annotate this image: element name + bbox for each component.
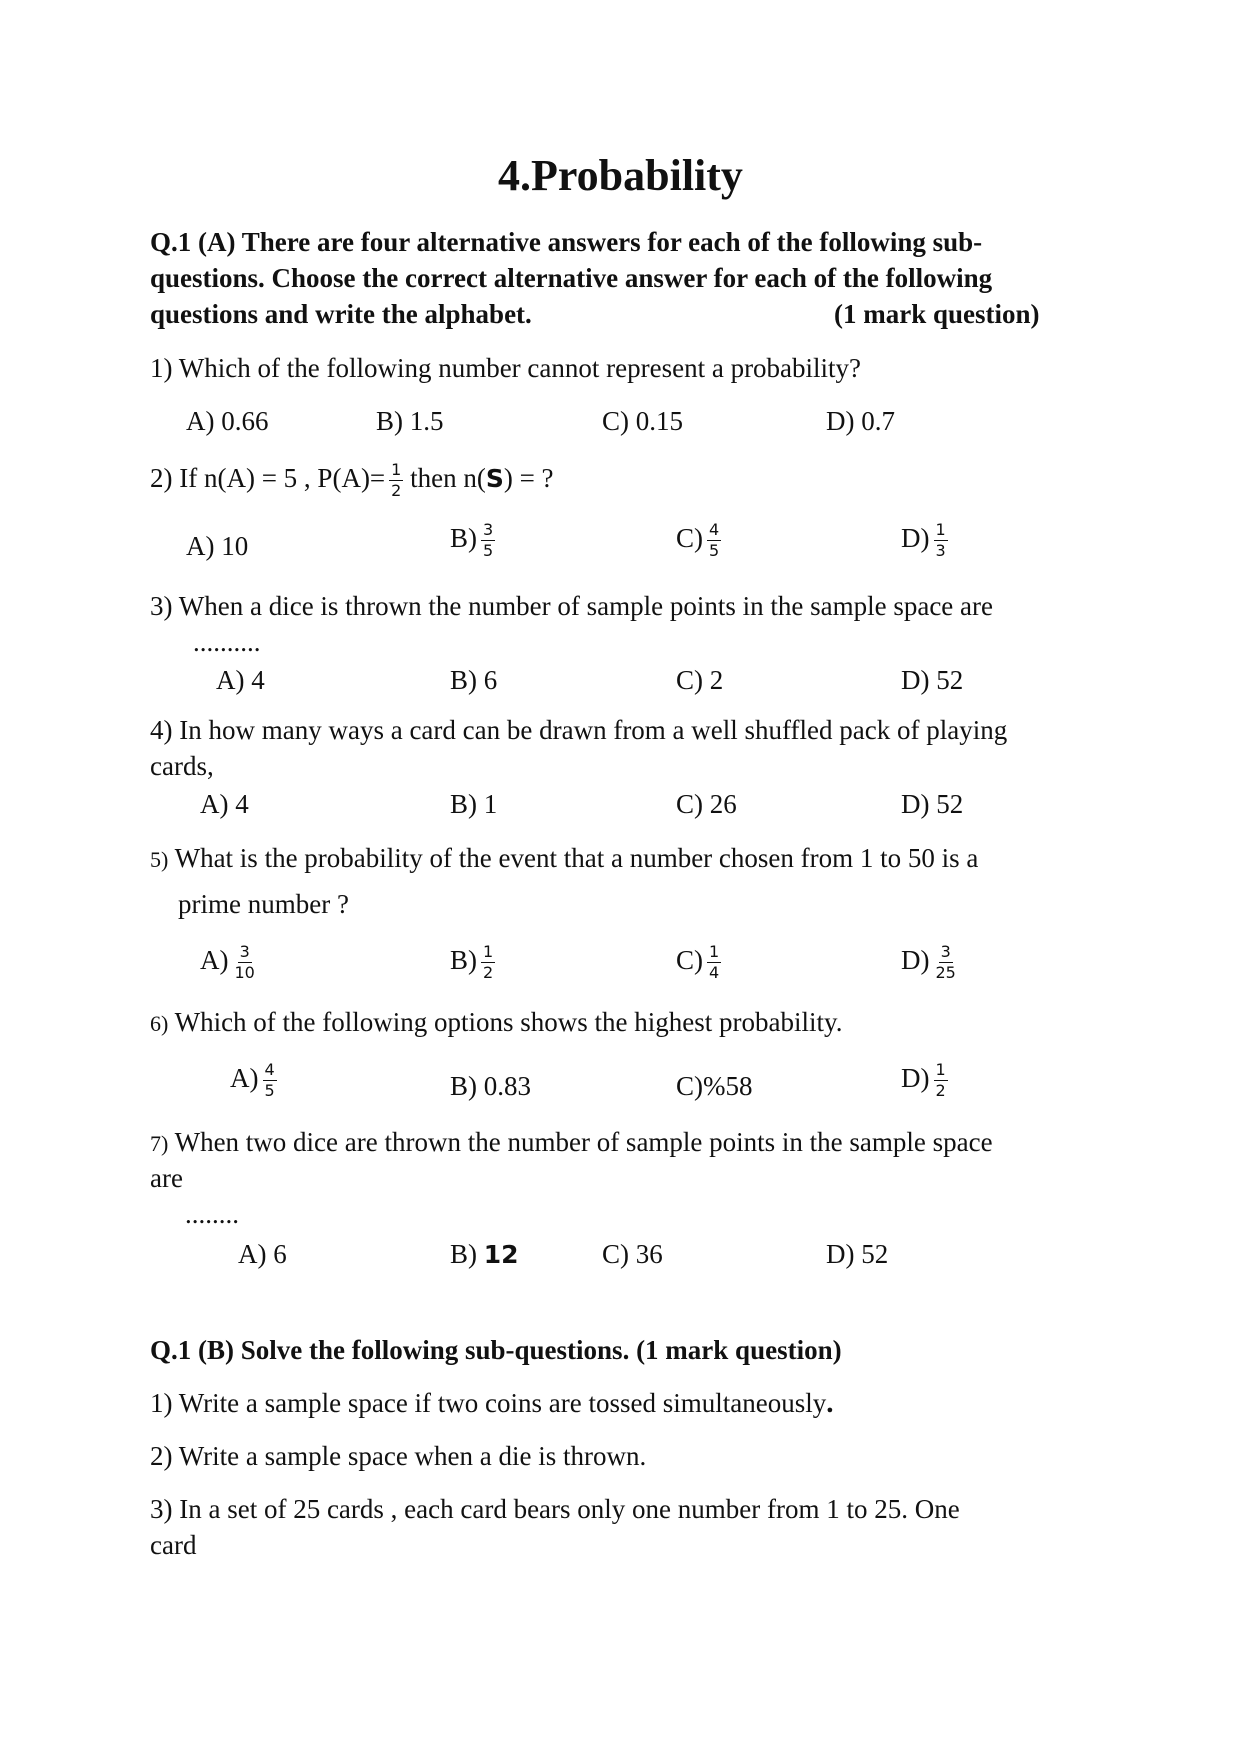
q5-option-b: B) $\frac{1}{2}$ (450, 942, 494, 983)
q7-option-c: C) 36 (602, 1239, 663, 1269)
q2-option-b: B) $\frac{3}{5}$ (450, 520, 494, 561)
question-7-line2: are (150, 1163, 183, 1193)
q4-option-b: B) 1 (450, 789, 498, 819)
question-1-text: 1) Which of the following number cannot represent a probability? (150, 353, 862, 383)
q2-option-c: C) $\frac{4}{5}$ (676, 520, 720, 561)
q2-bold-s: S (485, 464, 504, 493)
question-4-line1: 4) In how many ways a card can be drawn from a well shuffled pack of playing (150, 715, 1008, 745)
q2-suffix: ) = ? (503, 463, 554, 493)
section-a-heading-line3: questions and write the alphabet. (150, 299, 532, 329)
q1-option-b: B) 1.5 (376, 406, 444, 436)
section-b-heading: Q.1 (B) Solve the following sub-questions. (1 mark question) (150, 1335, 842, 1365)
q7-option-b: B) 12 (450, 1239, 519, 1269)
question-2-text (150, 460, 554, 500)
q4-option-d: D) 52 (901, 789, 964, 819)
q6-option-a: A) $\frac{4}{5}$ (230, 1060, 275, 1101)
question-5-line2: prime number ? (178, 889, 349, 919)
q6-option-b: B) 0.83 (450, 1071, 531, 1101)
q7-number: 7) (150, 1131, 169, 1156)
q5-option-d: D) $\frac{3}{25}$ (901, 942, 956, 983)
q5-line1-text: What is the probability of the event that a number chosen from 1 to 50 is a (168, 843, 979, 873)
section-a-heading-line1: Q.1 (A) There are four alternative answers for each of the following sub- (150, 227, 983, 257)
q2-frac-num: 1 (391, 460, 402, 480)
q3-dots: .......... (193, 627, 261, 657)
q3-option-c: C) 2 (676, 665, 724, 695)
question-5-line1 (150, 840, 978, 878)
question-4-line2: cards, (150, 751, 214, 781)
q3-option-a: A) 4 (216, 665, 265, 695)
q5-number: 5) (150, 847, 169, 872)
question-6-text (150, 1004, 843, 1042)
q7-option-a: A) 6 (238, 1239, 287, 1269)
q2-fraction (389, 461, 403, 500)
q6-option-d: D) $\frac{1}{2}$ (901, 1060, 946, 1101)
question-7-line1 (150, 1124, 993, 1162)
section-a-heading-line2: questions. Choose the correct alternative answer for each of the following (150, 263, 993, 293)
q1-option-d: D) 0.7 (826, 406, 895, 436)
q6-number: 6) (150, 1011, 169, 1036)
q2-option-a: A) 10 (186, 531, 249, 561)
section-b-question-3-line1: 3) In a set of 25 cards , each card bears only one number from 1 to 25. One (150, 1494, 960, 1524)
q7-line1-text: When two dice are thrown the number of sample points in the sample space (168, 1127, 993, 1157)
q2-option-d: D) $\frac{1}{3}$ (901, 520, 946, 561)
q7-dots: ........ (185, 1199, 239, 1229)
q2-middle: then n( (403, 463, 486, 493)
q1-option-c: C) 0.15 (602, 406, 683, 436)
q2-frac-den: 2 (391, 481, 402, 501)
section-b-question-3-line2: card (150, 1530, 197, 1560)
page-title: 4.Probability (498, 151, 743, 200)
q6-line-text: Which of the following options shows the highest probability. (168, 1007, 843, 1037)
q7-option-b-value: 12 (483, 1240, 519, 1269)
q3-option-b: B) 6 (450, 665, 498, 695)
section-a-marks: (1 mark question) (834, 299, 1040, 329)
question-3-text: 3) When a dice is thrown the number of sample points in the sample space are (150, 591, 993, 621)
q5-option-c: C) $\frac{1}{4}$ (676, 942, 720, 983)
q2-prefix: 2) If n(A) = 5 , P(A)= (150, 463, 386, 493)
q7-option-d: D) 52 (826, 1239, 889, 1269)
q6-option-c: C)%58 (676, 1071, 753, 1101)
section-b-question-2: 2) Write a sample space when a die is thrown. (150, 1441, 647, 1471)
q4-option-c: C) 26 (676, 789, 737, 819)
q4-option-a: A) 4 (200, 789, 249, 819)
q3-option-d: D) 52 (901, 665, 964, 695)
section-b-question-1: 1) Write a sample space if two coins are tossed simultaneously. (150, 1387, 834, 1419)
q5-option-a: A) $\frac{3}{10}$ (200, 942, 255, 983)
q1-option-a: A) 0.66 (186, 406, 269, 436)
